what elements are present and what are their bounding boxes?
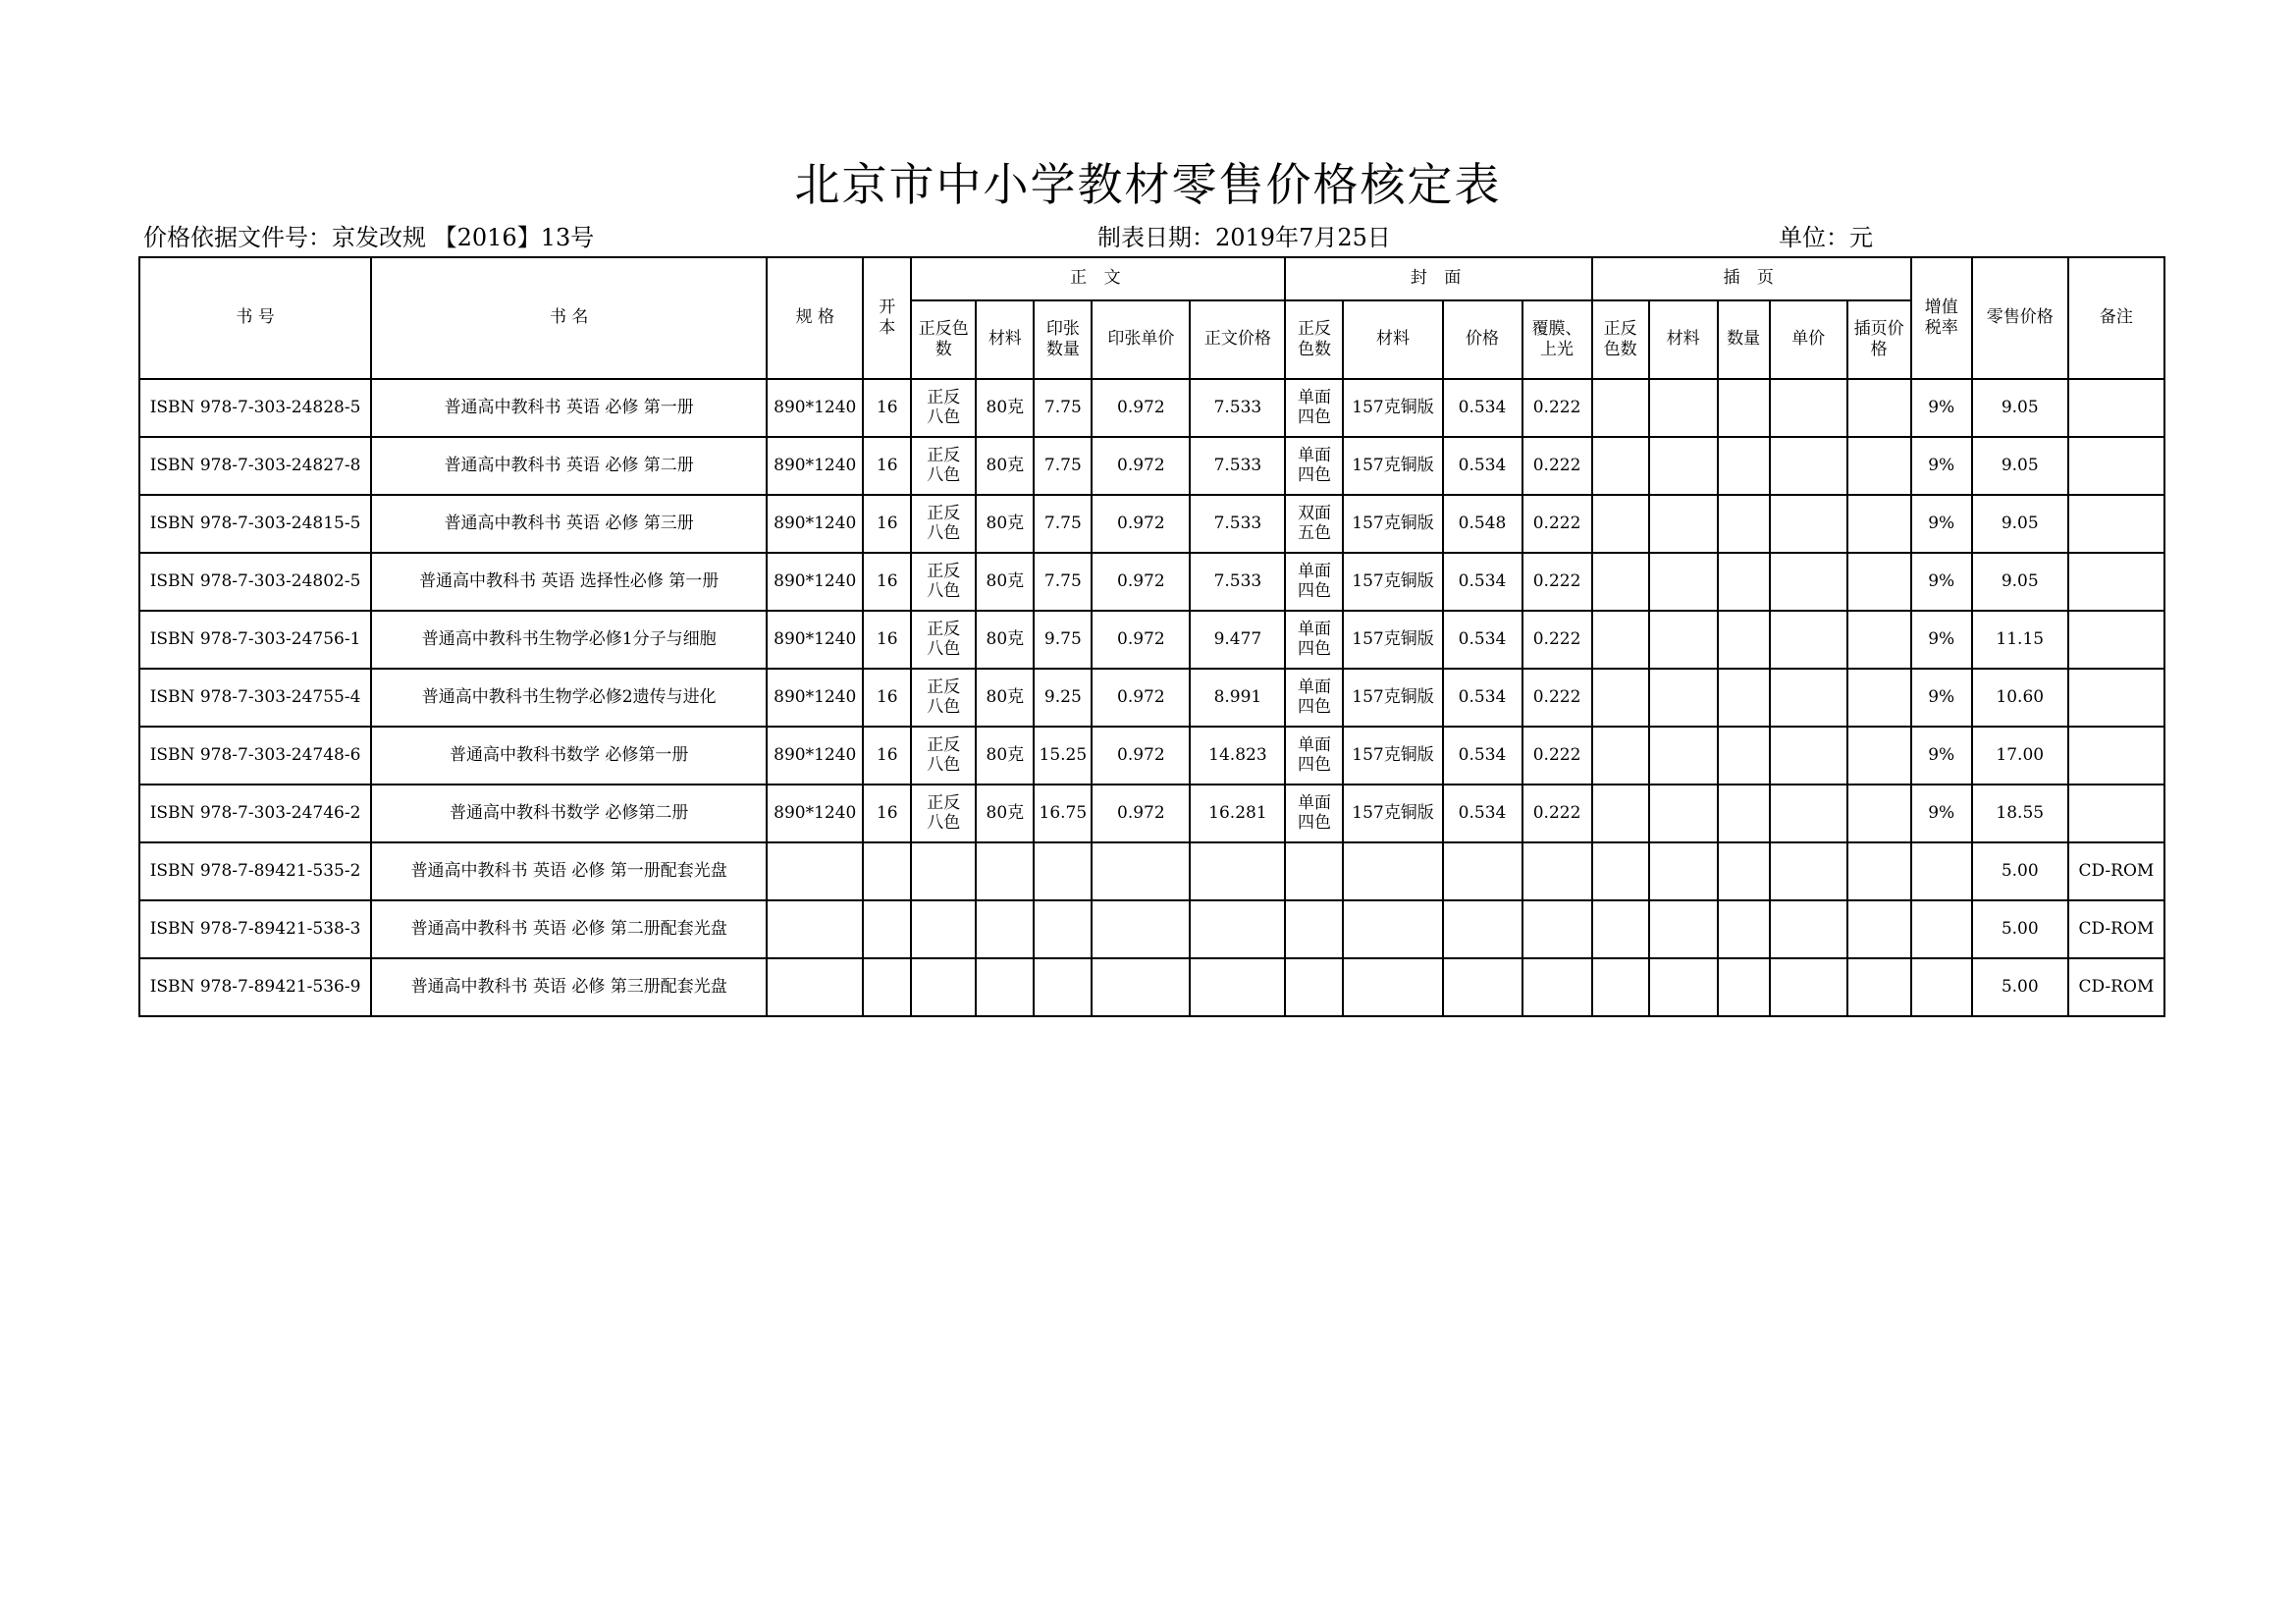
text-sheets-cell: 7.75 <box>1034 437 1092 495</box>
col-header-insert-price-label: 插页价格 <box>1853 319 1904 359</box>
retail-price-cell: 5.00 <box>1972 958 2068 1016</box>
text-material-cell: 80克 <box>976 611 1034 669</box>
insert-price-cell <box>1847 842 1911 900</box>
table-row <box>139 437 2164 495</box>
table-row <box>139 958 2164 1016</box>
text-sheets-cell <box>1034 958 1092 1016</box>
cover-material-cell: 157克铜版 <box>1343 379 1442 437</box>
spec-cell: 890*1240 <box>767 379 863 437</box>
text-material-cell: 80克 <box>976 669 1034 727</box>
text-price-cell: 7.533 <box>1190 553 1285 611</box>
col-header-remarks: 备注 <box>2068 257 2164 379</box>
col-header-insert-color <box>1592 300 1649 379</box>
insert-price-cell <box>1847 553 1911 611</box>
currency-unit: 单位：元 <box>1779 224 1873 251</box>
cover-material-cell: 157克铜版 <box>1343 727 1442 785</box>
col-header-cover-film <box>1522 300 1592 379</box>
text-unit-price-cell: 0.972 <box>1092 727 1190 785</box>
insert-unit-cell <box>1770 611 1847 669</box>
text-price-cell: 14.823 <box>1190 727 1285 785</box>
text-material-cell: 80克 <box>976 495 1034 553</box>
cover-material-cell: 157克铜版 <box>1343 553 1442 611</box>
table-row <box>139 611 2164 669</box>
insert-qty-cell <box>1718 669 1770 727</box>
insert-material-cell <box>1649 611 1718 669</box>
text-color-cell <box>911 437 976 495</box>
insert-qty-cell <box>1718 495 1770 553</box>
cover-film-cell: 0.222 <box>1522 611 1592 669</box>
book-name-cell: 普通高中教科书 英语 必修 第三册配套光盘 <box>371 958 767 1016</box>
text-price-cell <box>1190 900 1285 958</box>
table-row <box>139 900 2164 958</box>
text-sheets-cell: 9.25 <box>1034 669 1092 727</box>
cover-price-cell <box>1443 842 1522 900</box>
remarks-cell <box>2068 669 2164 727</box>
cover-price-cell: 0.534 <box>1443 669 1522 727</box>
col-header-insert-unit: 单价 <box>1770 300 1847 379</box>
text-color-cell-label: 正反八色 <box>927 677 961 718</box>
price-table <box>138 256 2165 1017</box>
text-sheets-cell: 7.75 <box>1034 495 1092 553</box>
insert-unit-cell <box>1770 958 1847 1016</box>
retail-price-cell: 9.05 <box>1972 495 2068 553</box>
text-unit-price-cell <box>1092 842 1190 900</box>
insert-price-cell <box>1847 958 1911 1016</box>
col-header-text-sheets-label: 印张数量 <box>1045 319 1080 359</box>
col-header-isbn: 书 号 <box>139 257 371 379</box>
table-row <box>139 379 2164 437</box>
cover-material-cell: 157克铜版 <box>1343 785 1442 842</box>
insert-qty-cell <box>1718 379 1770 437</box>
insert-qty-cell <box>1718 437 1770 495</box>
text-color-cell-label: 正反八色 <box>927 734 961 776</box>
retail-price-cell: 10.60 <box>1972 669 2068 727</box>
text-price-cell <box>1190 958 1285 1016</box>
cover-film-cell <box>1522 842 1592 900</box>
isbn-cell: ISBN 978-7-303-24755-4 <box>139 669 371 727</box>
insert-color-cell <box>1592 958 1649 1016</box>
retail-price-cell: 5.00 <box>1972 842 2068 900</box>
text-material-cell: 80克 <box>976 437 1034 495</box>
text-material-cell <box>976 958 1034 1016</box>
spec-cell: 890*1240 <box>767 553 863 611</box>
insert-price-cell <box>1847 611 1911 669</box>
remarks-cell <box>2068 785 2164 842</box>
col-header-vat-label: 增值税率 <box>1924 298 1958 338</box>
text-sheets-cell <box>1034 842 1092 900</box>
retail-price-cell: 9.05 <box>1972 553 2068 611</box>
cover-color-cell <box>1285 842 1343 900</box>
text-sheets-cell: 9.75 <box>1034 611 1092 669</box>
insert-unit-cell <box>1770 842 1847 900</box>
text-unit-price-cell: 0.972 <box>1092 379 1190 437</box>
isbn-cell: ISBN 978-7-303-24748-6 <box>139 727 371 785</box>
col-header-cover-color-label: 正反色数 <box>1297 319 1331 359</box>
format-cell: 16 <box>863 785 911 842</box>
retail-price-cell: 9.05 <box>1972 379 2068 437</box>
vat-cell: 9% <box>1911 495 1972 553</box>
col-group-insert: 插 页 <box>1592 257 1911 300</box>
cover-color-cell <box>1285 437 1343 495</box>
format-cell: 16 <box>863 437 911 495</box>
col-header-text-price: 正文价格 <box>1190 300 1285 379</box>
col-header-text-material: 材料 <box>976 300 1034 379</box>
insert-qty-cell <box>1718 900 1770 958</box>
col-header-name: 书 名 <box>371 257 767 379</box>
text-sheets-cell <box>1034 900 1092 958</box>
text-color-cell-label: 正反八色 <box>927 561 961 602</box>
insert-price-cell <box>1847 727 1911 785</box>
spec-cell: 890*1240 <box>767 785 863 842</box>
cover-color-cell <box>1285 900 1343 958</box>
format-cell <box>863 900 911 958</box>
book-name-cell: 普通高中教科书 英语 必修 第一册 <box>371 379 767 437</box>
col-header-insert-qty: 数量 <box>1718 300 1770 379</box>
book-name-cell: 普通高中教科书 英语 必修 第二册配套光盘 <box>371 900 767 958</box>
col-header-text-sheets <box>1034 300 1092 379</box>
remarks-cell: CD-ROM <box>2068 900 2164 958</box>
format-cell: 16 <box>863 669 911 727</box>
text-color-cell-label: 正反八色 <box>927 387 961 428</box>
vat-cell: 9% <box>1911 669 1972 727</box>
isbn-cell: ISBN 978-7-89421-538-3 <box>139 900 371 958</box>
cover-color-cell <box>1285 379 1343 437</box>
insert-qty-cell <box>1718 553 1770 611</box>
vat-cell <box>1911 958 1972 1016</box>
text-color-cell <box>911 842 976 900</box>
isbn-cell: ISBN 978-7-303-24756-1 <box>139 611 371 669</box>
col-header-spec: 规 格 <box>767 257 863 379</box>
isbn-cell: ISBN 978-7-303-24746-2 <box>139 785 371 842</box>
book-name-cell: 普通高中教科书 英语 必修 第二册 <box>371 437 767 495</box>
cover-price-cell <box>1443 958 1522 1016</box>
isbn-cell: ISBN 978-7-89421-536-9 <box>139 958 371 1016</box>
cover-price-cell: 0.534 <box>1443 437 1522 495</box>
text-color-cell <box>911 553 976 611</box>
col-header-text-color <box>911 300 976 379</box>
table-row <box>139 727 2164 785</box>
format-cell: 16 <box>863 495 911 553</box>
col-group-text: 正 文 <box>911 257 1285 300</box>
insert-unit-cell <box>1770 495 1847 553</box>
text-unit-price-cell: 0.972 <box>1092 669 1190 727</box>
text-price-cell: 16.281 <box>1190 785 1285 842</box>
retail-price-cell: 5.00 <box>1972 900 2068 958</box>
text-unit-price-cell: 0.972 <box>1092 785 1190 842</box>
format-cell: 16 <box>863 727 911 785</box>
col-header-insert-price <box>1847 300 1911 379</box>
format-cell <box>863 842 911 900</box>
remarks-cell <box>2068 553 2164 611</box>
retail-price-cell: 18.55 <box>1972 785 2068 842</box>
spec-cell <box>767 842 863 900</box>
cover-material-cell: 157克铜版 <box>1343 611 1442 669</box>
book-name-cell: 普通高中教科书 英语 必修 第三册 <box>371 495 767 553</box>
format-cell: 16 <box>863 553 911 611</box>
cover-material-cell: 157克铜版 <box>1343 495 1442 553</box>
col-header-cover-color <box>1285 300 1343 379</box>
cover-price-cell: 0.534 <box>1443 379 1522 437</box>
cover-color-cell <box>1285 553 1343 611</box>
insert-color-cell <box>1592 495 1649 553</box>
book-name-cell: 普通高中教科书 英语 必修 第一册配套光盘 <box>371 842 767 900</box>
text-material-cell <box>976 900 1034 958</box>
col-header-cover-price: 价格 <box>1443 300 1522 379</box>
insert-material-cell <box>1649 958 1718 1016</box>
isbn-cell: ISBN 978-7-303-24815-5 <box>139 495 371 553</box>
insert-material-cell <box>1649 553 1718 611</box>
table-row <box>139 669 2164 727</box>
spec-cell <box>767 958 863 1016</box>
col-header-cover-material: 材料 <box>1343 300 1442 379</box>
insert-price-cell <box>1847 437 1911 495</box>
text-color-cell <box>911 379 976 437</box>
insert-price-cell <box>1847 900 1911 958</box>
insert-qty-cell <box>1718 785 1770 842</box>
cover-price-cell: 0.534 <box>1443 553 1522 611</box>
vat-cell: 9% <box>1911 727 1972 785</box>
cover-material-cell: 157克铜版 <box>1343 669 1442 727</box>
table-row <box>139 842 2164 900</box>
insert-unit-cell <box>1770 437 1847 495</box>
spec-cell: 890*1240 <box>767 727 863 785</box>
table-row <box>139 553 2164 611</box>
text-color-cell <box>911 727 976 785</box>
insert-qty-cell <box>1718 958 1770 1016</box>
insert-unit-cell <box>1770 379 1847 437</box>
text-price-cell <box>1190 842 1285 900</box>
vat-cell <box>1911 842 1972 900</box>
text-color-cell-label: 正反八色 <box>927 619 961 660</box>
text-unit-price-cell: 0.972 <box>1092 495 1190 553</box>
insert-unit-cell <box>1770 900 1847 958</box>
cover-price-cell: 0.534 <box>1443 785 1522 842</box>
text-unit-price-cell <box>1092 958 1190 1016</box>
col-header-format-label: 开本 <box>879 298 896 338</box>
cover-material-cell <box>1343 958 1442 1016</box>
insert-color-cell <box>1592 842 1649 900</box>
isbn-cell: ISBN 978-7-303-24827-8 <box>139 437 371 495</box>
format-cell: 16 <box>863 611 911 669</box>
vat-cell: 9% <box>1911 611 1972 669</box>
insert-price-cell <box>1847 669 1911 727</box>
retail-price-cell: 11.15 <box>1972 611 2068 669</box>
remarks-cell <box>2068 437 2164 495</box>
cover-price-cell: 0.534 <box>1443 611 1522 669</box>
vat-cell: 9% <box>1911 553 1972 611</box>
cover-film-cell: 0.222 <box>1522 553 1592 611</box>
text-sheets-cell: 15.25 <box>1034 727 1092 785</box>
table-row <box>139 495 2164 553</box>
cover-color-cell <box>1285 611 1343 669</box>
cover-film-cell: 0.222 <box>1522 379 1592 437</box>
cover-color-cell-label: 单面四色 <box>1297 734 1331 776</box>
vat-cell: 9% <box>1911 437 1972 495</box>
text-material-cell: 80克 <box>976 785 1034 842</box>
insert-material-cell <box>1649 785 1718 842</box>
cover-film-cell: 0.222 <box>1522 785 1592 842</box>
insert-price-cell <box>1847 379 1911 437</box>
cover-film-cell: 0.222 <box>1522 669 1592 727</box>
text-color-cell <box>911 958 976 1016</box>
insert-color-cell <box>1592 669 1649 727</box>
text-sheets-cell: 7.75 <box>1034 553 1092 611</box>
insert-unit-cell <box>1770 727 1847 785</box>
cover-color-cell <box>1285 669 1343 727</box>
col-header-cover-film-label: 覆膜、上光 <box>1531 319 1582 359</box>
header-row-groups <box>139 257 2164 300</box>
text-price-cell: 8.991 <box>1190 669 1285 727</box>
cover-material-cell <box>1343 900 1442 958</box>
cover-color-cell-label: 单面四色 <box>1297 792 1331 834</box>
cover-color-cell-label: 单面四色 <box>1297 387 1331 428</box>
table-row <box>139 785 2164 842</box>
insert-material-cell <box>1649 495 1718 553</box>
remarks-cell <box>2068 495 2164 553</box>
page-title: 北京市中小学教材零售价格核定表 <box>794 158 1502 211</box>
insert-material-cell <box>1649 900 1718 958</box>
col-header-insert-color-label: 正反色数 <box>1603 319 1637 359</box>
cover-film-cell: 0.222 <box>1522 495 1592 553</box>
text-color-cell <box>911 900 976 958</box>
insert-qty-cell <box>1718 842 1770 900</box>
text-color-cell-label: 正反八色 <box>927 792 961 834</box>
text-material-cell: 80克 <box>976 727 1034 785</box>
insert-color-cell <box>1592 785 1649 842</box>
cover-color-cell-label: 单面四色 <box>1297 445 1331 486</box>
cover-color-cell-label: 单面四色 <box>1297 561 1331 602</box>
text-unit-price-cell: 0.972 <box>1092 437 1190 495</box>
col-group-cover: 封 面 <box>1285 257 1591 300</box>
text-color-cell-label: 正反八色 <box>927 445 961 486</box>
remarks-cell: CD-ROM <box>2068 842 2164 900</box>
cover-price-cell: 0.534 <box>1443 727 1522 785</box>
isbn-cell: ISBN 978-7-303-24828-5 <box>139 379 371 437</box>
remarks-cell <box>2068 611 2164 669</box>
cover-color-cell-label: 双面五色 <box>1297 503 1331 544</box>
cover-color-cell-label: 单面四色 <box>1297 619 1331 660</box>
insert-qty-cell <box>1718 611 1770 669</box>
insert-material-cell <box>1649 727 1718 785</box>
col-header-vat <box>1911 257 1972 379</box>
table-body <box>139 379 2164 1016</box>
insert-qty-cell <box>1718 727 1770 785</box>
isbn-cell: ISBN 978-7-89421-535-2 <box>139 842 371 900</box>
text-price-cell: 7.533 <box>1190 437 1285 495</box>
text-material-cell: 80克 <box>976 379 1034 437</box>
spec-cell <box>767 900 863 958</box>
spec-cell: 890*1240 <box>767 495 863 553</box>
cover-material-cell <box>1343 842 1442 900</box>
text-color-cell <box>911 669 976 727</box>
isbn-cell: ISBN 978-7-303-24802-5 <box>139 553 371 611</box>
spec-cell: 890*1240 <box>767 669 863 727</box>
remarks-cell: CD-ROM <box>2068 958 2164 1016</box>
text-color-cell <box>911 495 976 553</box>
text-material-cell <box>976 842 1034 900</box>
text-color-cell <box>911 785 976 842</box>
insert-color-cell <box>1592 900 1649 958</box>
text-color-cell <box>911 611 976 669</box>
remarks-cell <box>2068 379 2164 437</box>
book-name-cell: 普通高中教科书数学 必修第二册 <box>371 785 767 842</box>
book-name-cell: 普通高中教科书数学 必修第一册 <box>371 727 767 785</box>
cover-color-cell <box>1285 958 1343 1016</box>
col-header-text-color-label: 正反色数 <box>918 319 969 359</box>
book-name-cell: 普通高中教科书 英语 选择性必修 第一册 <box>371 553 767 611</box>
cover-film-cell <box>1522 900 1592 958</box>
cover-material-cell: 157克铜版 <box>1343 437 1442 495</box>
retail-price-cell: 9.05 <box>1972 437 2068 495</box>
remarks-cell <box>2068 727 2164 785</box>
col-header-retail: 零售价格 <box>1972 257 2068 379</box>
format-cell <box>863 958 911 1016</box>
insert-material-cell <box>1649 379 1718 437</box>
insert-color-cell <box>1592 437 1649 495</box>
cover-color-cell <box>1285 727 1343 785</box>
insert-unit-cell <box>1770 553 1847 611</box>
spec-cell: 890*1240 <box>767 437 863 495</box>
text-material-cell: 80克 <box>976 553 1034 611</box>
cover-price-cell <box>1443 900 1522 958</box>
insert-color-cell <box>1592 379 1649 437</box>
book-name-cell: 普通高中教科书生物学必修1分子与细胞 <box>371 611 767 669</box>
text-sheets-cell: 7.75 <box>1034 379 1092 437</box>
insert-color-cell <box>1592 553 1649 611</box>
cover-film-cell: 0.222 <box>1522 727 1592 785</box>
text-color-cell-label: 正反八色 <box>927 503 961 544</box>
insert-price-cell <box>1847 785 1911 842</box>
col-header-insert-material: 材料 <box>1649 300 1718 379</box>
text-price-cell: 9.477 <box>1190 611 1285 669</box>
price-basis: 价格依据文件号：京发改规 【2016】13号 <box>143 224 595 251</box>
col-header-format <box>863 257 911 379</box>
cover-film-cell: 0.222 <box>1522 437 1592 495</box>
insert-unit-cell <box>1770 669 1847 727</box>
table-date: 制表日期：2019年7月25日 <box>1097 224 1391 251</box>
insert-unit-cell <box>1770 785 1847 842</box>
text-unit-price-cell: 0.972 <box>1092 611 1190 669</box>
retail-price-cell: 17.00 <box>1972 727 2068 785</box>
format-cell: 16 <box>863 379 911 437</box>
book-name-cell: 普通高中教科书生物学必修2遗传与进化 <box>371 669 767 727</box>
insert-material-cell <box>1649 669 1718 727</box>
insert-material-cell <box>1649 842 1718 900</box>
cover-color-cell <box>1285 495 1343 553</box>
vat-cell: 9% <box>1911 379 1972 437</box>
cover-color-cell <box>1285 785 1343 842</box>
cover-price-cell: 0.548 <box>1443 495 1522 553</box>
cover-color-cell-label: 单面四色 <box>1297 677 1331 718</box>
insert-price-cell <box>1847 495 1911 553</box>
cover-film-cell <box>1522 958 1592 1016</box>
text-sheets-cell: 16.75 <box>1034 785 1092 842</box>
insert-color-cell <box>1592 727 1649 785</box>
spec-cell: 890*1240 <box>767 611 863 669</box>
text-unit-price-cell <box>1092 900 1190 958</box>
col-header-text-unit-price: 印张单价 <box>1092 300 1190 379</box>
text-unit-price-cell: 0.972 <box>1092 553 1190 611</box>
text-price-cell: 7.533 <box>1190 379 1285 437</box>
text-price-cell: 7.533 <box>1190 495 1285 553</box>
insert-color-cell <box>1592 611 1649 669</box>
insert-material-cell <box>1649 437 1718 495</box>
vat-cell: 9% <box>1911 785 1972 842</box>
vat-cell <box>1911 900 1972 958</box>
